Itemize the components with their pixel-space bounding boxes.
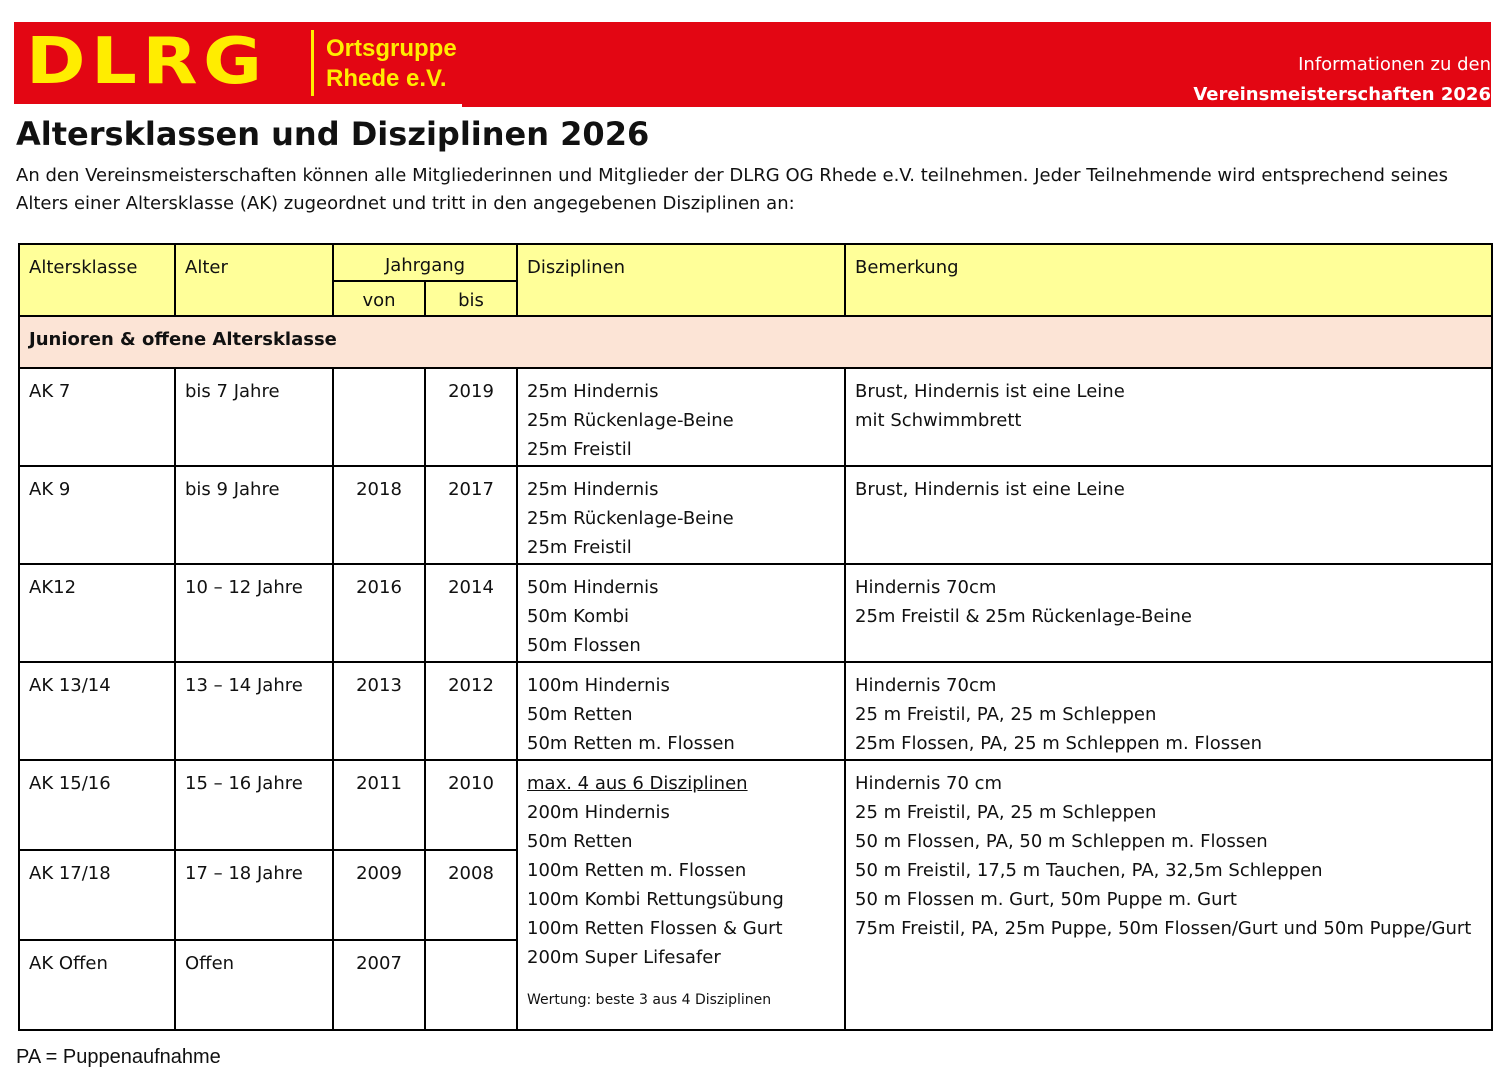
bemerkung-line: Hindernis 70 cm <box>855 773 1003 794</box>
group-bemerkung-cell <box>845 760 1492 1030</box>
bemerkung-line: 75m Freistil, PA, 25m Puppe, 50m Flossen/Gurt und 50m Puppe/Gurt <box>855 918 1472 939</box>
disziplinen-cell-line: 25m Hindernis <box>527 479 659 500</box>
alter-cell: 15 – 16 Jahre <box>175 760 333 850</box>
disziplinen-cell-line: 50m Kombi <box>527 606 630 627</box>
alter-cell: bis 9 Jahre <box>175 466 333 564</box>
alter-cell: bis 7 Jahre <box>175 368 333 466</box>
von-cell: 2013 <box>333 662 425 760</box>
header-jahrgang: Jahrgang <box>333 244 517 281</box>
header-alter: Alter <box>175 244 333 316</box>
disziplinen-line: 100m Retten m. Flossen <box>527 860 747 881</box>
bis-cell: 2017 <box>425 466 517 564</box>
ak-cell: AK12 <box>19 564 175 662</box>
ak-cell: AK 9 <box>19 466 175 564</box>
table-row <box>19 760 1492 850</box>
wertung-note: Wertung: beste 3 aus 4 Disziplinen <box>527 992 772 1008</box>
table-row <box>19 564 1492 662</box>
header-altersklasse: Altersklasse <box>19 244 175 316</box>
bemerkung-cell-line: Hindernis 70cm <box>855 577 997 598</box>
disziplinen-line: 100m Retten Flossen & Gurt <box>527 918 783 939</box>
ak-cell: AK 7 <box>19 368 175 466</box>
disziplinen-cell-line: 25m Freistil <box>527 537 632 558</box>
section-label <box>19 316 1492 368</box>
disziplinen-cell <box>517 662 845 760</box>
logo-subtitle <box>326 34 457 94</box>
bemerkung-cell <box>845 466 1492 564</box>
bis-cell: 2012 <box>425 662 517 760</box>
section-row <box>19 316 1492 368</box>
group-disziplinen-cell <box>517 760 845 1030</box>
header-bis: bis <box>425 281 517 316</box>
bemerkung-line: 50 m Freistil, 17,5 m Tauchen, PA, 32,5m Schleppen <box>855 860 1323 881</box>
page-title: Altersklassen und Disziplinen 2026 <box>16 115 650 153</box>
bemerkung-cell-line: 25 m Freistil, PA, 25 m Schleppen <box>855 704 1157 725</box>
header-info-line2: Vereinsmeisterschaften 2026 <box>1193 84 1491 105</box>
bis-cell: 2019 <box>425 368 517 466</box>
bemerkung-line: 50 m Flossen m. Gurt, 50m Puppe m. Gurt <box>855 889 1237 910</box>
disziplinen-line: 200m Hindernis <box>527 802 670 823</box>
disziplinen-cell-line: 25m Rückenlage-Beine <box>527 508 734 529</box>
bemerkung-cell-line: Brust, Hindernis ist eine Leine <box>855 381 1125 402</box>
bemerkung-cell-line: 25m Flossen, PA, 25 m Schleppen m. Flossen <box>855 733 1262 754</box>
intro-text: An den Vereinsmeisterschaften können alle Mitgliederinnen und Mitglieder der DLRG OG Rhede e.V. teilnehmen. Jeder Teilnehmende wird entsprechend seines Alters einer Altersklasse (AK) zugeordnet und tritt in den angegebenen Disziplinen an: <box>16 165 1449 214</box>
bis-cell: 2014 <box>425 564 517 662</box>
von-cell: 2018 <box>333 466 425 564</box>
von-cell <box>333 368 425 466</box>
dlrg-logo-word: DLRG <box>26 25 268 99</box>
header-disziplinen: Disziplinen <box>517 244 845 316</box>
header-notch <box>14 104 462 108</box>
alter-cell: 17 – 18 Jahre <box>175 850 333 940</box>
header-info-line1: Informationen zu den <box>1298 54 1491 75</box>
bemerkung-line: 25 m Freistil, PA, 25 m Schleppen <box>855 802 1157 823</box>
von-cell: 2009 <box>333 850 425 940</box>
bemerkung-line: 50 m Flossen, PA, 50 m Schleppen m. Flossen <box>855 831 1268 852</box>
disziplinen-cell <box>517 368 845 466</box>
disziplinen-cell-line: 25m Hindernis <box>527 381 659 402</box>
disziplinen-line: 200m Super Lifesafer <box>527 947 721 968</box>
bemerkung-cell <box>845 662 1492 760</box>
disziplinen-line: 100m Kombi Rettungsübung <box>527 889 784 910</box>
disziplinen-cell-line: 50m Hindernis <box>527 577 659 598</box>
ak-cell: AK 15/16 <box>19 760 175 850</box>
bis-cell: 2008 <box>425 850 517 940</box>
footnote: PA = Puppenaufnahme <box>16 1046 221 1068</box>
bemerkung-cell <box>845 368 1492 466</box>
disziplinen-heading: max. 4 aus 6 Disziplinen <box>527 773 748 794</box>
disziplinen-cell-line: 25m Freistil <box>527 439 632 460</box>
logo-divider <box>311 30 314 96</box>
age-class-table <box>18 243 1493 1031</box>
disziplinen-cell <box>517 466 845 564</box>
header-von: von <box>333 281 425 316</box>
section-label-text: Junioren & offene Altersklasse <box>29 329 337 350</box>
header-info <box>1193 50 1491 110</box>
logo-sub-line1: Ortsgruppe <box>326 35 457 62</box>
disziplinen-line: 50m Retten <box>527 831 633 852</box>
disziplinen-cell-line: 50m Retten m. Flossen <box>527 733 735 754</box>
bemerkung-cell-line: mit Schwimmbrett <box>855 410 1022 431</box>
bemerkung-cell-line: Hindernis 70cm <box>855 675 997 696</box>
disziplinen-cell-line: 50m Retten <box>527 704 633 725</box>
von-cell: 2007 <box>333 940 425 1030</box>
header-bemerkung: Bemerkung <box>845 244 1492 316</box>
von-cell: 2016 <box>333 564 425 662</box>
table-row <box>19 368 1492 466</box>
disziplinen-cell-line: 25m Rückenlage-Beine <box>527 410 734 431</box>
table-row <box>19 466 1492 564</box>
logo-sub-line2: Rhede e.V. <box>326 65 447 92</box>
disziplinen-cell-line: 50m Flossen <box>527 635 641 656</box>
alter-cell: Offen <box>175 940 333 1030</box>
table-row <box>19 662 1492 760</box>
bemerkung-cell-line: 25m Freistil & 25m Rückenlage-Beine <box>855 606 1192 627</box>
alter-cell: 10 – 12 Jahre <box>175 564 333 662</box>
bemerkung-cell <box>845 564 1492 662</box>
ak-cell: AK Offen <box>19 940 175 1030</box>
bis-cell: 2010 <box>425 760 517 850</box>
bis-cell <box>425 940 517 1030</box>
von-cell: 2011 <box>333 760 425 850</box>
alter-cell: 13 – 14 Jahre <box>175 662 333 760</box>
ak-cell: AK 13/14 <box>19 662 175 760</box>
disziplinen-cell <box>517 564 845 662</box>
bemerkung-cell-line: Brust, Hindernis ist eine Leine <box>855 479 1125 500</box>
disziplinen-cell-line: 100m Hindernis <box>527 675 670 696</box>
ak-cell: AK 17/18 <box>19 850 175 940</box>
